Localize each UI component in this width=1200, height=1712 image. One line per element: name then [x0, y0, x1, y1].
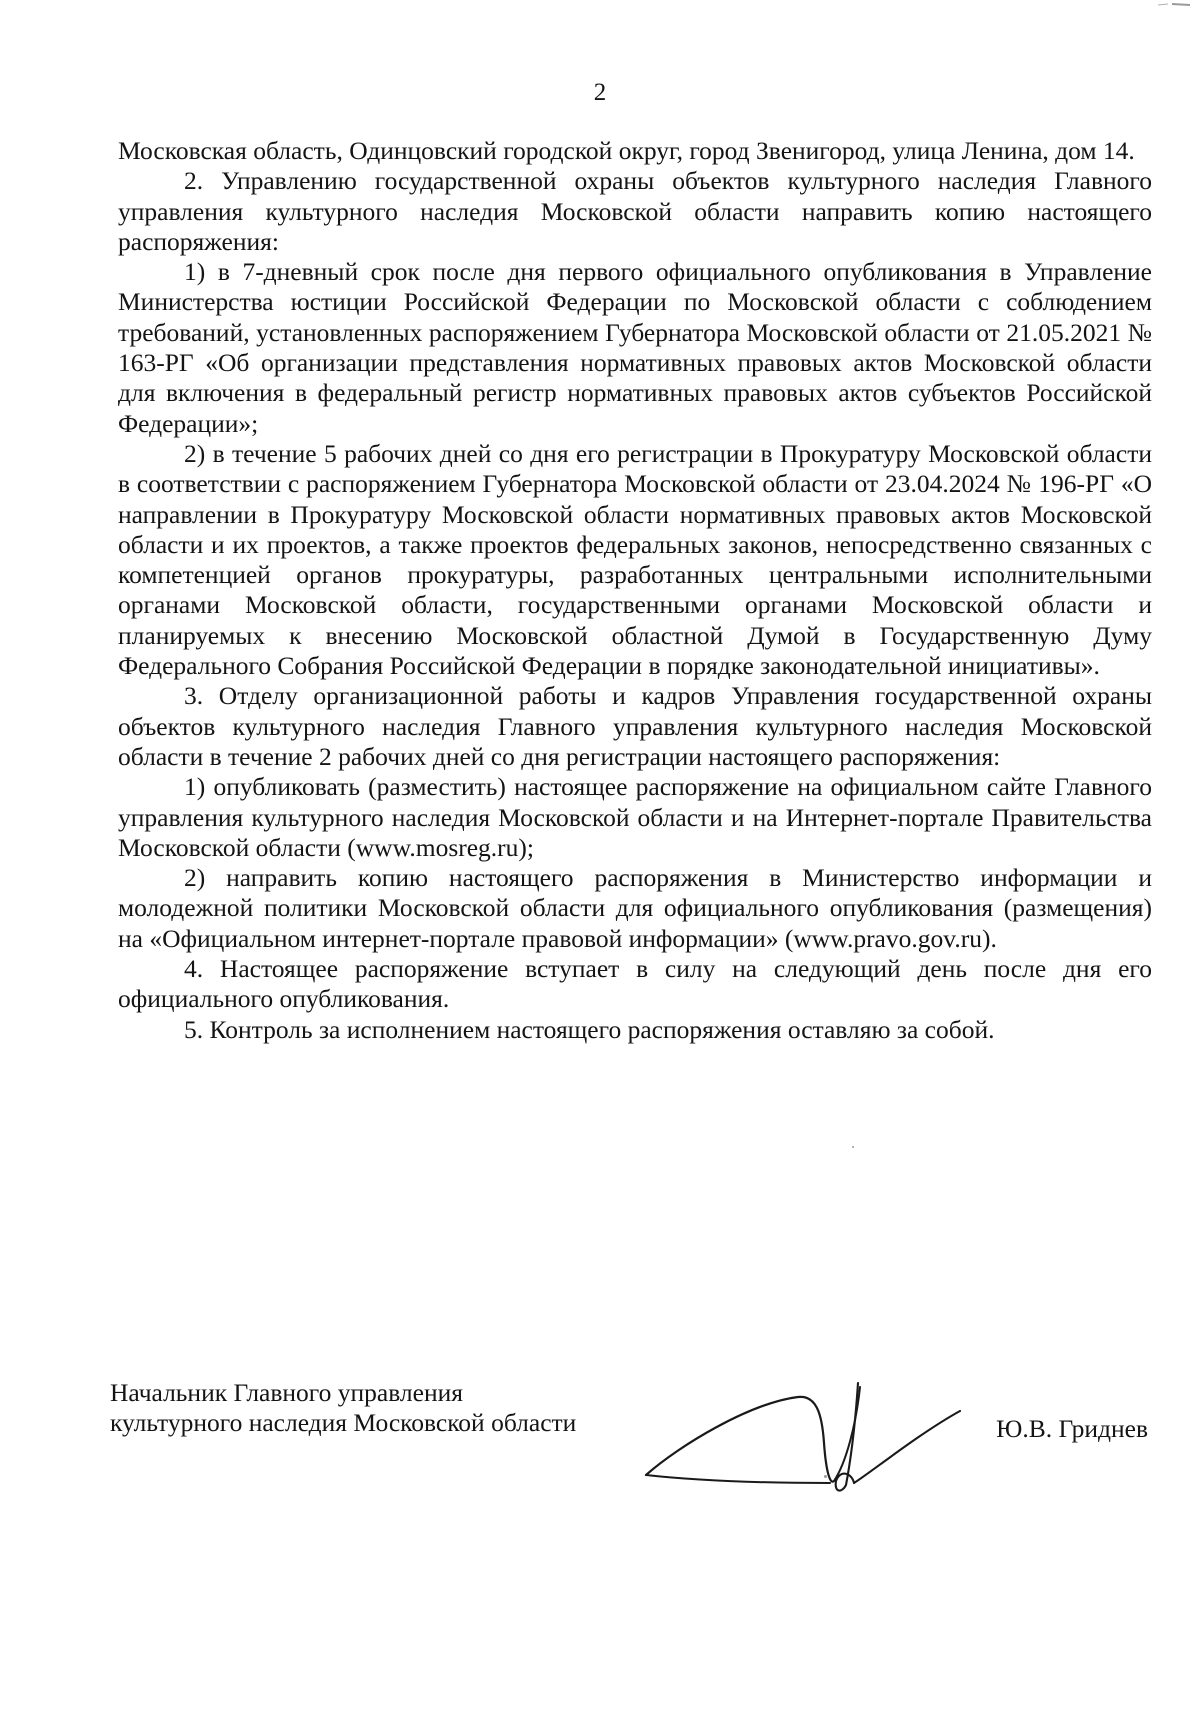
- paragraph-item-3-sub-2: 2) направить копию настоящего распоряжения в Министерство информации и молодежной политики Московской области для официального опубликования (размещения) на «Официальном интернет-портале правовой информации» (www.pravo.gov.ru).: [118, 863, 1152, 953]
- signature-block: [110, 1378, 1160, 1508]
- scan-artifact-mark: [1154, 0, 1194, 10]
- paragraph-item-5: 5. Контроль за исполнением настоящего распоряжения оставляю за собой.: [184, 1014, 995, 1044]
- scan-speck: [852, 1146, 854, 1148]
- paragraph-item-2-sub-2: 2) в течение 5 рабочих дней со дня его регистрации в Прокуратуру Московской области в соответствии с распоряжением Губернатора Московской области от 23.04.2024 № 196-РГ «О направлении в Прокуратуру Московской области нормативных правовых актов Московской области и их проектов, а также проектов федеральных законов, непосредственно связанных с компетенцией органов прокуратуры, разработанных центральными исполнительными органами Московской области, государственными органами Московской области и планируемых к внесению Московской областной Думой в Государственную Думу Федерального Собрания Российской Федерации в порядке законодательной инициативы».: [118, 438, 1152, 681]
- handwritten-signature: [620, 1373, 1000, 1503]
- paragraph-item-3-sub-1: 1) опубликовать (разместить) настоящее распоряжение на официальном сайте Главного управления культурного наследия Московской области и на Интернет-портале Правительства Московской области (www.mosreg.ru);: [118, 772, 1152, 862]
- paragraph-item-3: 3. Отделу организационной работы и кадров Управления государственной охраны объектов культурного наследия Главного управления культурного наследия Московской области в течение 2 рабочих дней со дня регистрации настоящего распоряжения:: [118, 681, 1152, 771]
- paragraph-item-4: 4. Настоящее распоряжение вступает в силу на следующий день после дня его официального опубликования.: [118, 954, 1152, 1014]
- paragraph-address-continuation: Московская область, Одинцовский городской округ, город Звенигород, улица Ленина, дом 14.: [118, 136, 1135, 165]
- signer-title-line-2: культурного наследия Московской области: [110, 1408, 577, 1438]
- page-number: 2: [593, 79, 607, 106]
- paragraph-item-2: 2. Управлению государственной охраны объектов культурного наследия Главного управления культурного наследия Московской области направить копию настоящего распоряжения:: [118, 166, 1152, 256]
- paragraph-item-2-sub-1: 1) в 7-дневный срок после дня первого официального опубликования в Управление Министерства юстиции Российской Федерации по Московской области с соблюдением требований, установленных распоряжением Губернатора Московской области от 21.05.2021 № 163-РГ «Об организации представления нормативных правовых актов Московской области для включения в федеральный регистр нормативных правовых актов субъектов Российской Федерации»;: [118, 257, 1152, 438]
- signer-name: Ю.В. Гриднев: [996, 1414, 1148, 1443]
- signer-title-line-1: Начальник Главного управления: [110, 1378, 463, 1407]
- signer-title: [110, 1378, 576, 1439]
- scan-speck: [824, 1475, 827, 1478]
- document-body: [118, 136, 1152, 1045]
